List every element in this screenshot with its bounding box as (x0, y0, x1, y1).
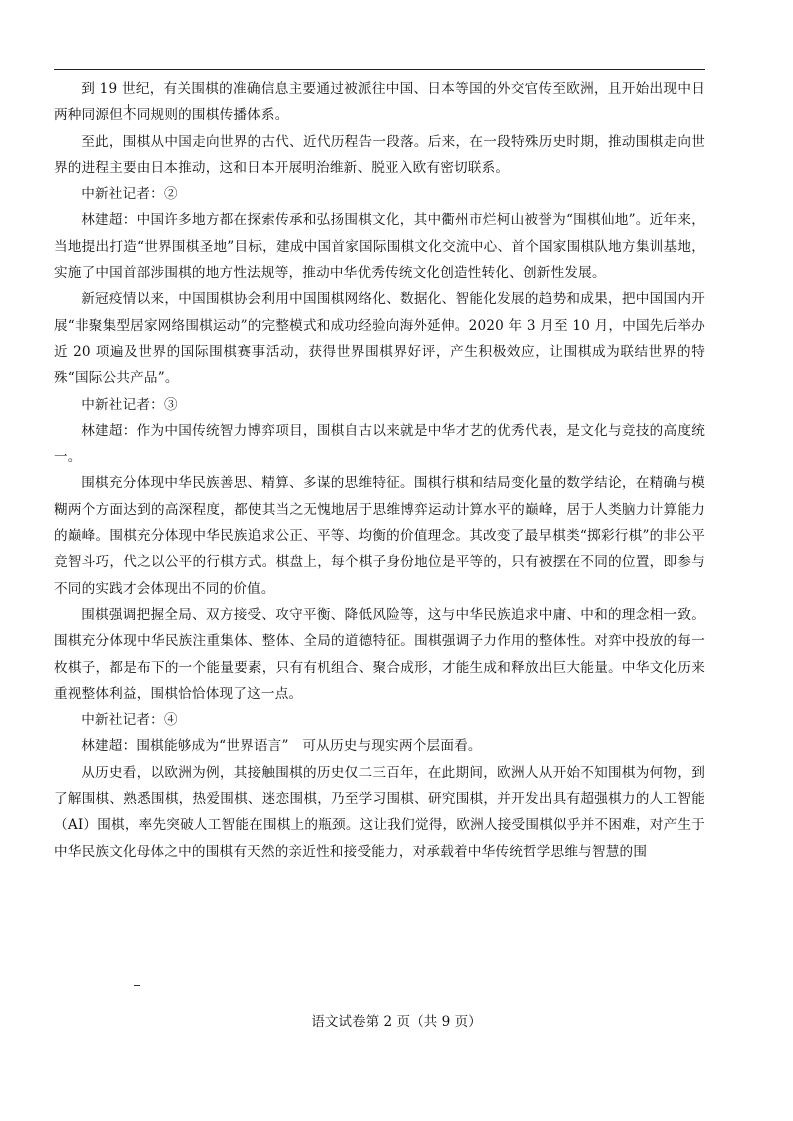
paragraph: 新冠疫情以来，中国围棋协会利用中国围棋网络化、数据化、智能化发展的趋势和成果，把中国国内开展“非聚集型居家网络围棋运动”的完整模式和成功经验向海外延伸。2020 年 3 月至 10 月，中国先后举办近 20 项遍及世界的国际围棋赛事活动，获得世界围棋界好评，产生积极效应，让围棋成为联结世界的特殊“国际公共产品”。 (54, 291, 705, 387)
header-rule (54, 69, 705, 70)
paragraph: 从历史看，以欧洲为例，其接触围棋的历史仅二三百年，在此期间，欧洲人从开始不知围棋为何物，到了解围棋、熟悉围棋，热爱围棋、迷恋围棋，乃至学习围棋、研究围棋，并开发出具有超强棋力的人工智能（AI）围棋，率先突破人工智能在围棋上的瓶颈。这让我们觉得，欧洲人接受围棋似乎并不困难，对产生于中华民族文化母体之中的围棋有天然的亲近性和接受能力，对承载着中华传统哲学思维与智慧的围 (54, 764, 705, 860)
article-body (54, 76, 705, 865)
paragraph: 至此，围棋从中国走向世界的古代、近代历程告一段落。后来，在一段特殊历史时期，推动围棋走向世界的进程主要由日本推动，这和日本开展明治维新、脱亚入欧有密切联系。 (54, 133, 705, 176)
paragraph: 林建超：围棋能够成为“世界语言” 可从历史与现实两个层面看。 (81, 738, 482, 755)
interviewer-question: 中新社记者：④ (81, 712, 178, 729)
interviewer-question: 中新社记者：② (81, 186, 178, 203)
interviewer-question: 中新社记者：③ (81, 396, 178, 413)
page-footer: 语文试卷第 2 页（共 9 页） (311, 1014, 482, 1030)
paragraph: 到 19 世纪，有关围棋的准确信息主要通过被派往中国、日本等国的外交官传至欧洲，且开始出现中日两种同源但不同规则的围棋传播体系。 (54, 81, 705, 124)
stray-mark (134, 985, 140, 986)
paragraph: 林建超：作为中国传统智力博弈项目，围棋自古以来就是中华才艺的优秀代表，是文化与竞技的高度统一。 (54, 422, 705, 466)
paragraph: 围棋强调把握全局、双方接受、攻守平衡、降低风险等，这与中华民族追求中庸、中和的理念相一致。围棋充分体现中华民族注重集体、整体、全局的道德特征。围棋强调子力作用的整体性。对弈中投放的每一枚棋子，都是布下的一个能量要素，只有有机组合、聚合成形，才能生成和释放出巨大能量。中华文化历来重视整体利益，围棋恰恰体现了这一点。 (54, 606, 705, 702)
paragraph: 林建超：中国许多地方都在探索传承和弘扬围棋文化，其中衢州市烂柯山被誉为“围棋仙地”。近年来，当地提出打造“世界围棋圣地”目标，建成中国首家国际围棋文化交流中心、首个国家围棋队地方集训基地，实施了中国首部涉围棋的地方性法规等，推动中华优秀传统文化创造性转化、创新性发展。 (54, 212, 705, 282)
paragraph: 围棋充分体现中华民族善思、精算、多谋的思维特征。围棋行棋和结局变化量的数学结论，在精确与模糊两个方面达到的高深程度，都使其当之无愧地居于思维博弈运动计算水平的巅峰，居于人类脑力计算能力的巅峰。围棋充分体现中华民族追求公正、平等、均衡的价值理念。其改变了最早棋类“掷彩行棋”的非公平竞智斗巧，代之以公平的行棋方式。棋盘上，每个棋子身份地位是平等的，只有被摆在不同的位置，即参与不同的实践才会体现出不同的价值。 (54, 475, 705, 597)
